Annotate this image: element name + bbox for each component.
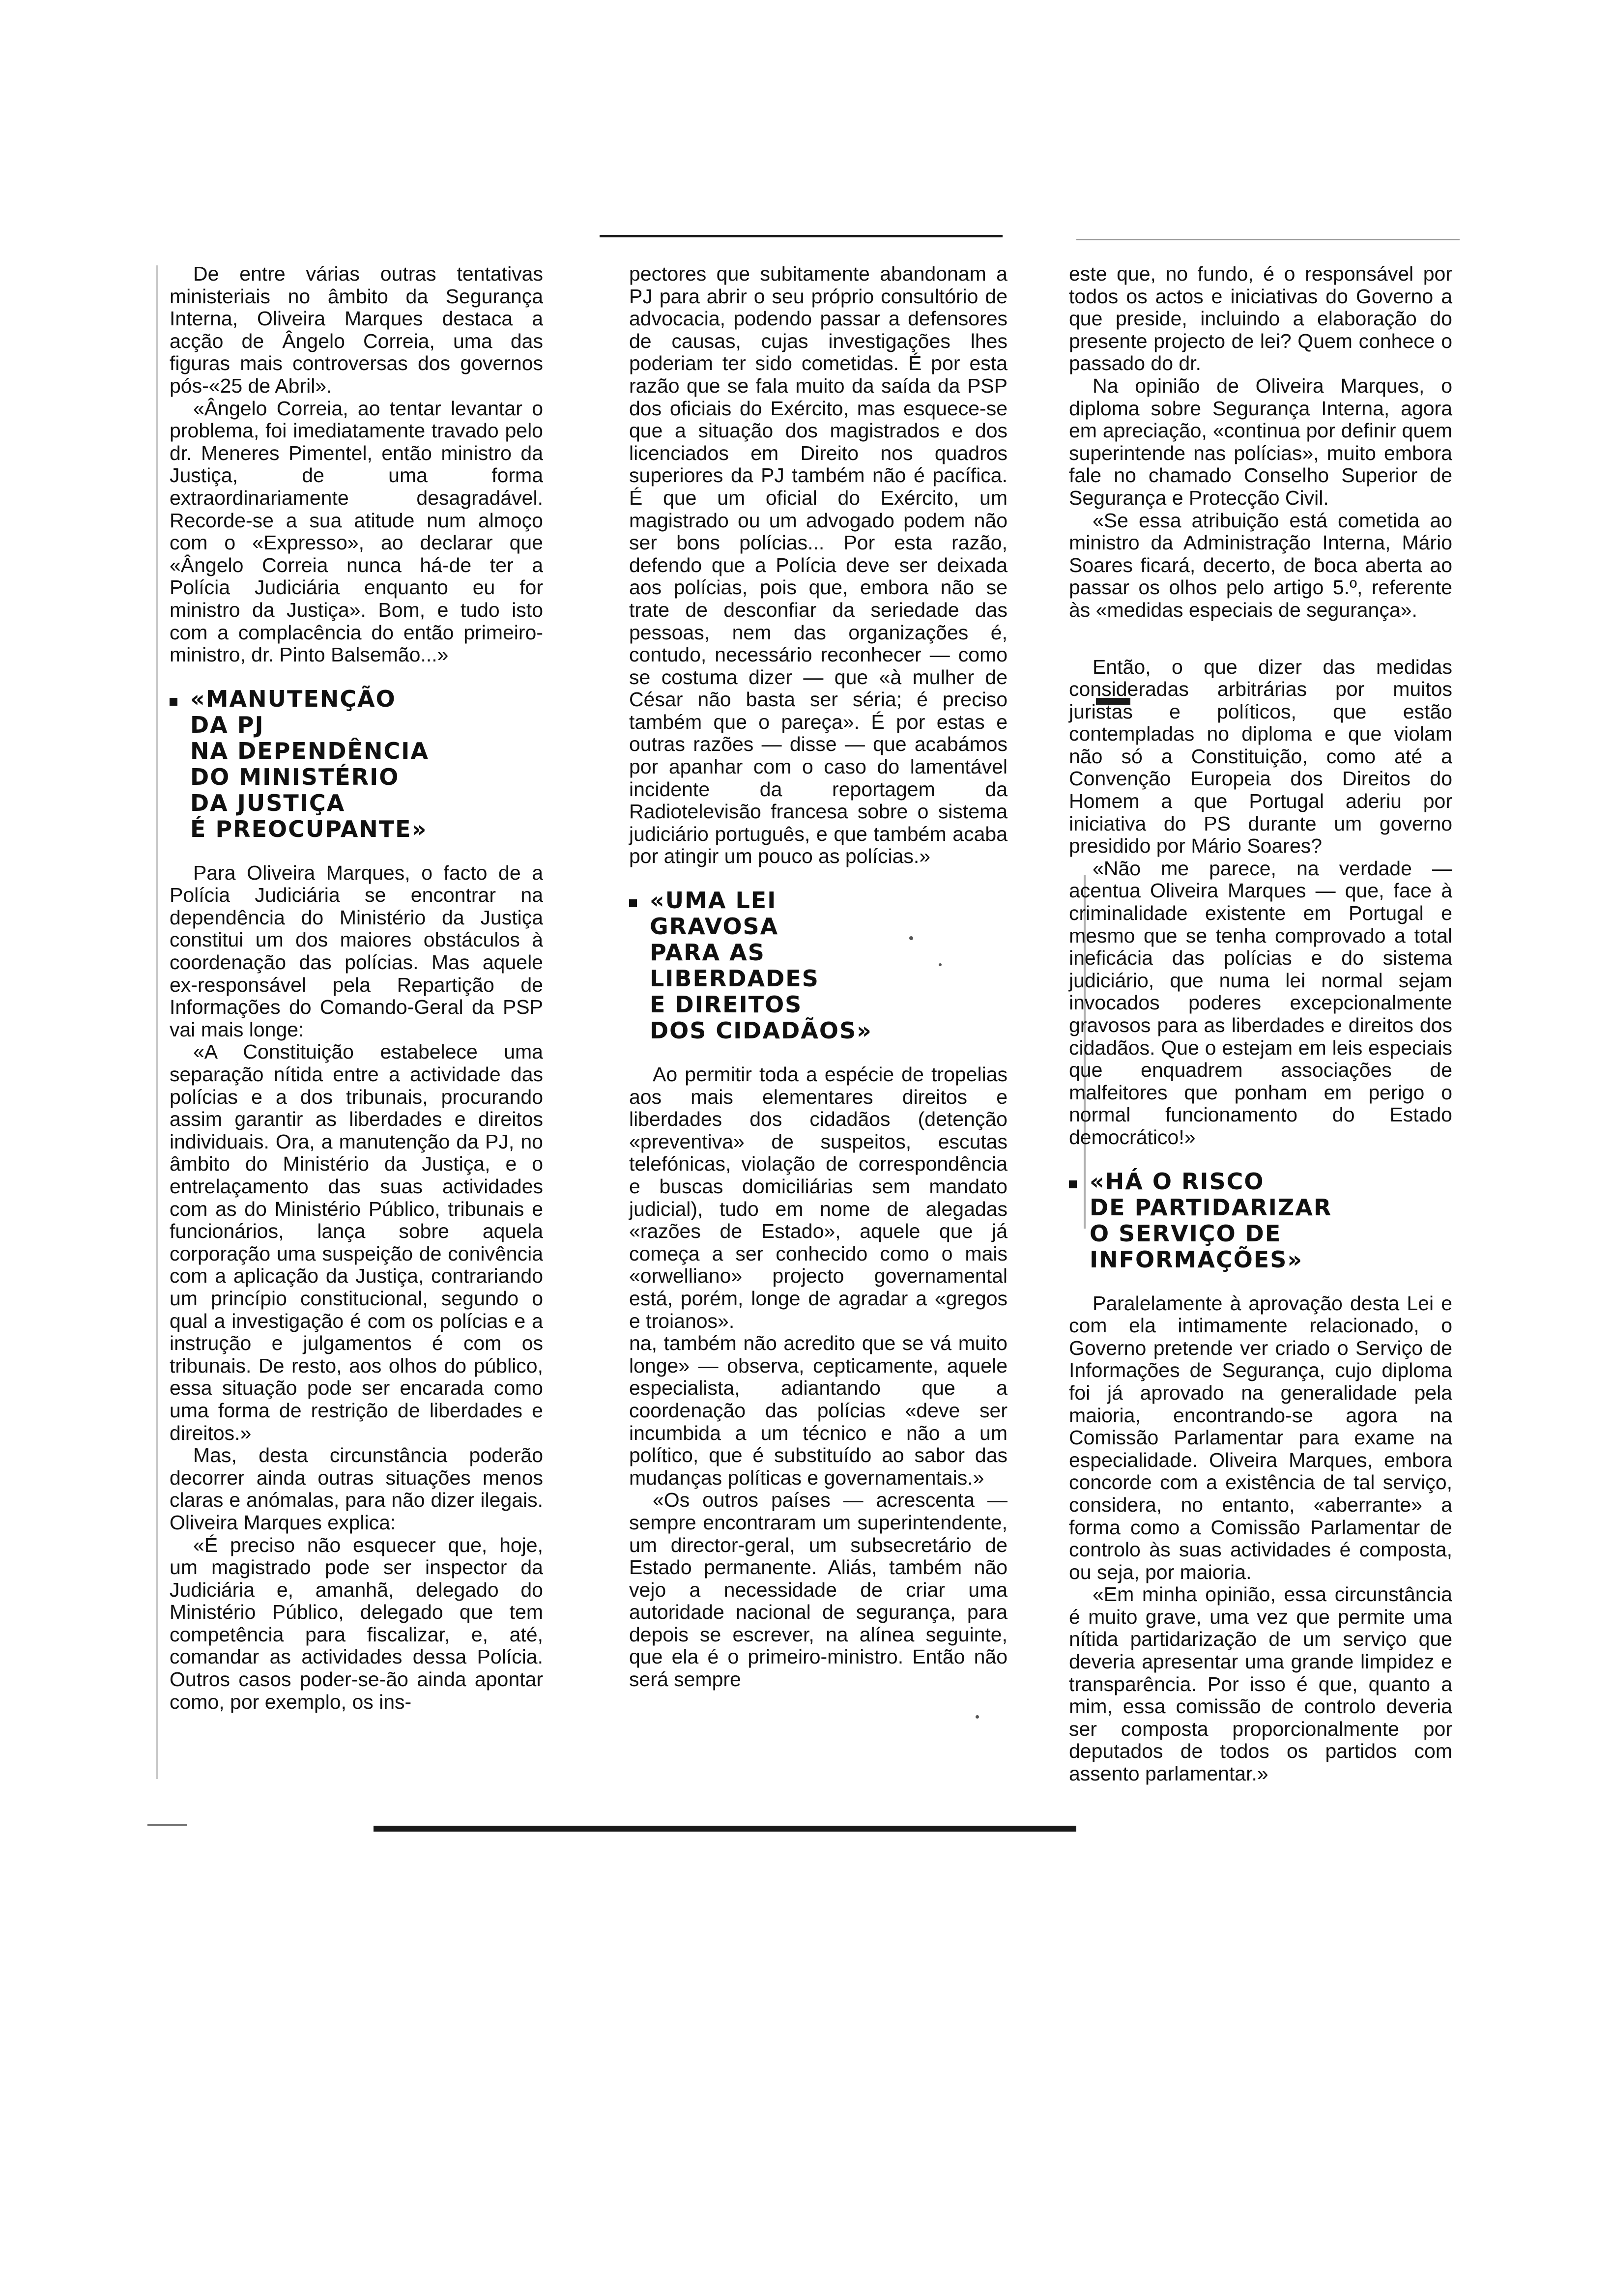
column1-edge: [156, 265, 158, 1779]
bottom-rule-left: [147, 1824, 187, 1826]
paragraph: Para Oliveira Marques, o facto de a Polícia Judiciária se encontrar na dependência do Ministério da Justiça constitui um dos maiores obstáculos à coordenação das polícias. Mas aquele ex-responsável pela Repartição de Informações do Comando-Geral da PSP vai mais longe:: [170, 861, 543, 1041]
paragraph: «É preciso não esquecer que, hoje, um magistrado pode ser inspector da Judiciária e, amanhã, delegado do Ministério Público, delegado que tem competência para fiscalizar, e, até, comandar as actividades dessa Polícia. Outros casos poder-se-ão ainda apontar como, por exemplo, os ins-: [170, 1533, 543, 1713]
article-column-2: [629, 263, 1008, 1691]
paragraph: na, também não acredito que se vá muito longe» — observa, cepticamente, aquele especialista, adiantando que a coordenação das polícias «deve ser incumbida a um técnico e não a um político, que é substituído ao sabor das mudanças políticas e governamentais.»: [629, 1332, 1008, 1489]
paragraph: pectores que subitamente abandonam a PJ para abrir o seu próprio consultório de advocacia, podendo passar a defensores de causas, cujas investigações lhes poderiam ter sido cometidas. É por esta razão que se fala muito da saída da PSP dos oficiais do Exército, mas esquece-se que a situação dos magistrados e dos licenciados em Direito nos quadros superiores da PJ também não é pacífica. É que um oficial do Exército, um magistrado ou um advogado podem não ser bons polícias... Por esta razão, defendo que a Polícia deve ser deixada aos polícias, pois que, embora não se trate de desconfiar da seriedade das pessoas, nem das organizações é, contudo, necessário reconhecer — como se costuma dizer — que «à mulher de César não basta ser séria; é preciso também que o pareça». É por estas e outras razões — disse — que acabámos por apanhar com o caso do lamentável incidente da reportagem da Radiotelevisão francesa sobre o sistema judiciário português, e que também acaba por atingir um pouco as polícias.»: [629, 262, 1008, 868]
paragraph: «Os outros países — acrescenta — sempre encontraram um superintendente, um director-geral, um subsecretário de Estado permanente. Aliás, também não vejo a necessidade de criar uma autoridade nacional de segurança, para depois se escrever, na alínea seguinte, que ela é o primeiro-ministro. Então não será sempre: [629, 1489, 1008, 1691]
paragraph: este que, no fundo, é o responsável por todos os actos e iniciativas do Governo a que preside, incluindo a elaboração do presente projecto de lei? Quem conhece o passado do dr.: [1069, 262, 1452, 375]
square-bullet-icon: [629, 899, 637, 907]
subheading-text: «HÁ O RISCO DE PARTIDARIZAR O SERVIÇO DE INFORMAÇÕES»: [1090, 1168, 1332, 1273]
paragraph: De entre várias outras tentativas ministeriais no âmbito da Segurança Interna, Oliveira Marques destaca a acção de Ângelo Correia, uma das figuras mais controversas dos governos pós-«25 de Abril».: [170, 262, 543, 397]
subheading: [1069, 1169, 1452, 1273]
bottom-rule: [374, 1826, 1076, 1832]
square-bullet-icon: [1069, 1180, 1077, 1188]
photocopy-speck: [976, 1715, 979, 1719]
top-rule: [600, 235, 1003, 237]
top-rule-right: [1076, 239, 1460, 240]
paragraph: Na opinião de Oliveira Marques, o diploma sobre Segurança Interna, agora em apreciação, «continua por definir quem superintende nas polícias», muito embora fale no chamado Conselho Superior de Segurança e Protecção Civil.: [1069, 374, 1452, 509]
paragraph: «Ângelo Correia, ao tentar levantar o problema, foi imediatamente travado pelo dr. Meneres Pimentel, então ministro da Justiça, de uma forma extraordinariamente desagradável. Recorde-se a sua atitude num almoço com o «Expresso», ao declarar que «Ângelo Correia nunca há-de ter a Polícia Judiciária enquanto eu for ministro da Justiça». Bom, e tudo isto com a complacência do então primeiro-ministro, dr. Pinto Balsemão...»: [170, 397, 543, 666]
article-column-1: [170, 263, 543, 1713]
square-bullet-icon: [170, 698, 177, 706]
paragraph: Paralelamente à aprovação desta Lei e com ela intimamente relacionado, o Governo pretende ver criado o Serviço de Informações de Segurança, cujo diploma foi já aprovado na generalidade pela maioria, encontrando-se agora na Comissão Parlamentar para exame na especialidade. Oliveira Marques, embora concorde com a existência de tal serviço, considera, no entanto, «aberrante» a forma como a Comissão Parlamentar de controlo às suas actividades é composta, ou seja, por maioria.: [1069, 1292, 1452, 1583]
subheading: [629, 888, 1008, 1044]
paragraph: Ao permitir toda a espécie de tropelias aos mais elementares direitos e liberdades dos cidadãos (detenção «preventiva» de suspeitos, escutas telefónicas, violação de correspondência e buscas domiciliárias sem mandato judicial), tudo em nome de alegadas «razões de Estado», aquele que já começa a ser conhecido como o mais «orwelliano» projecto governamental está, porém, longe de agradar a «gregos e troianos».: [629, 1063, 1008, 1332]
paragraph: «Não me parece, na verdade — acentua Oliveira Marques — que, face à criminalidade existente em Portugal e mesmo que se tenha comprovado a total ineficácia das polícias e do sistema judiciário, que numa lei normal sejam invocados poderes excepcionalmente gravosos para as liberdades e direitos dos cidadãos. Que o estejam em leis especiais que enquadrem associações de malfeitores que ponham em perigo o normal funcionamento do Estado democrático!»: [1069, 857, 1452, 1148]
article-column-3: [1069, 263, 1452, 1785]
paragraph: «A Constituição estabelece uma separação nítida entre a actividade das polícias e a dos tribunais, procurando assim garantir as liberdades e direitos individuais. Ora, a manutenção da PJ, no âmbito do Ministério da Justiça, e o entrelaçamento das suas actividades com as do Ministério Público, tribunais e funcionários, lança sobre aquela corporação uma suspeição de conivência com a aplicação da Justiça, contrariando um princípio constitucional, segundo o qual a investigação é com os polícias e a instrução e julgamentos é com os tribunais. De resto, aos olhos do público, essa situação pode ser encarada como uma forma de restrição de liberdades e direitos.»: [170, 1040, 543, 1444]
paragraph: Então, o que dizer das medidas consideradas arbitrárias por muitos juristas e políticos, que estão contempladas no diploma e que violam não só a Constituição, como até a Convenção Europeia dos Direitos do Homem a que Portugal aderiu por iniciativa do PS durante um governo presidido por Mário Soares?: [1069, 655, 1452, 858]
subheading-text: «MANUTENÇÃO DA PJ NA DEPENDÊNCIA DO MINISTÉRIO DA JUSTIÇA É PREOCUPANTE»: [190, 685, 429, 842]
paragraph: «Se essa atribuição está cometida ao ministro da Administração Interna, Mário Soares ficará, decerto, de boca aberta ao passar os olhos pelo artigo 5.º, referente às «medidas especiais de segurança».: [1069, 509, 1452, 621]
paragraph: Mas, desta circunstância poderão decorrer ainda outras situações menos claras e anómalas, para não dizer ilegais. Oliveira Marques explica:: [170, 1444, 543, 1534]
subheading-text: «UMA LEI GRAVOSA PARA AS LIBERDADES E DIREITOS DOS CIDADÃOS»: [650, 887, 872, 1044]
paragraph: «Em minha opinião, essa circunstância é muito grave, uma vez que permite uma nítida partidarização de um serviço que deveria apresentar uma grande limpidez e transparência. Por isso é que, quanto a mim, essa comissão de controlo deveria ser composta proporcionalmente por deputados de todos os partidos com assento parlamentar.»: [1069, 1583, 1452, 1785]
subheading: [170, 686, 543, 842]
